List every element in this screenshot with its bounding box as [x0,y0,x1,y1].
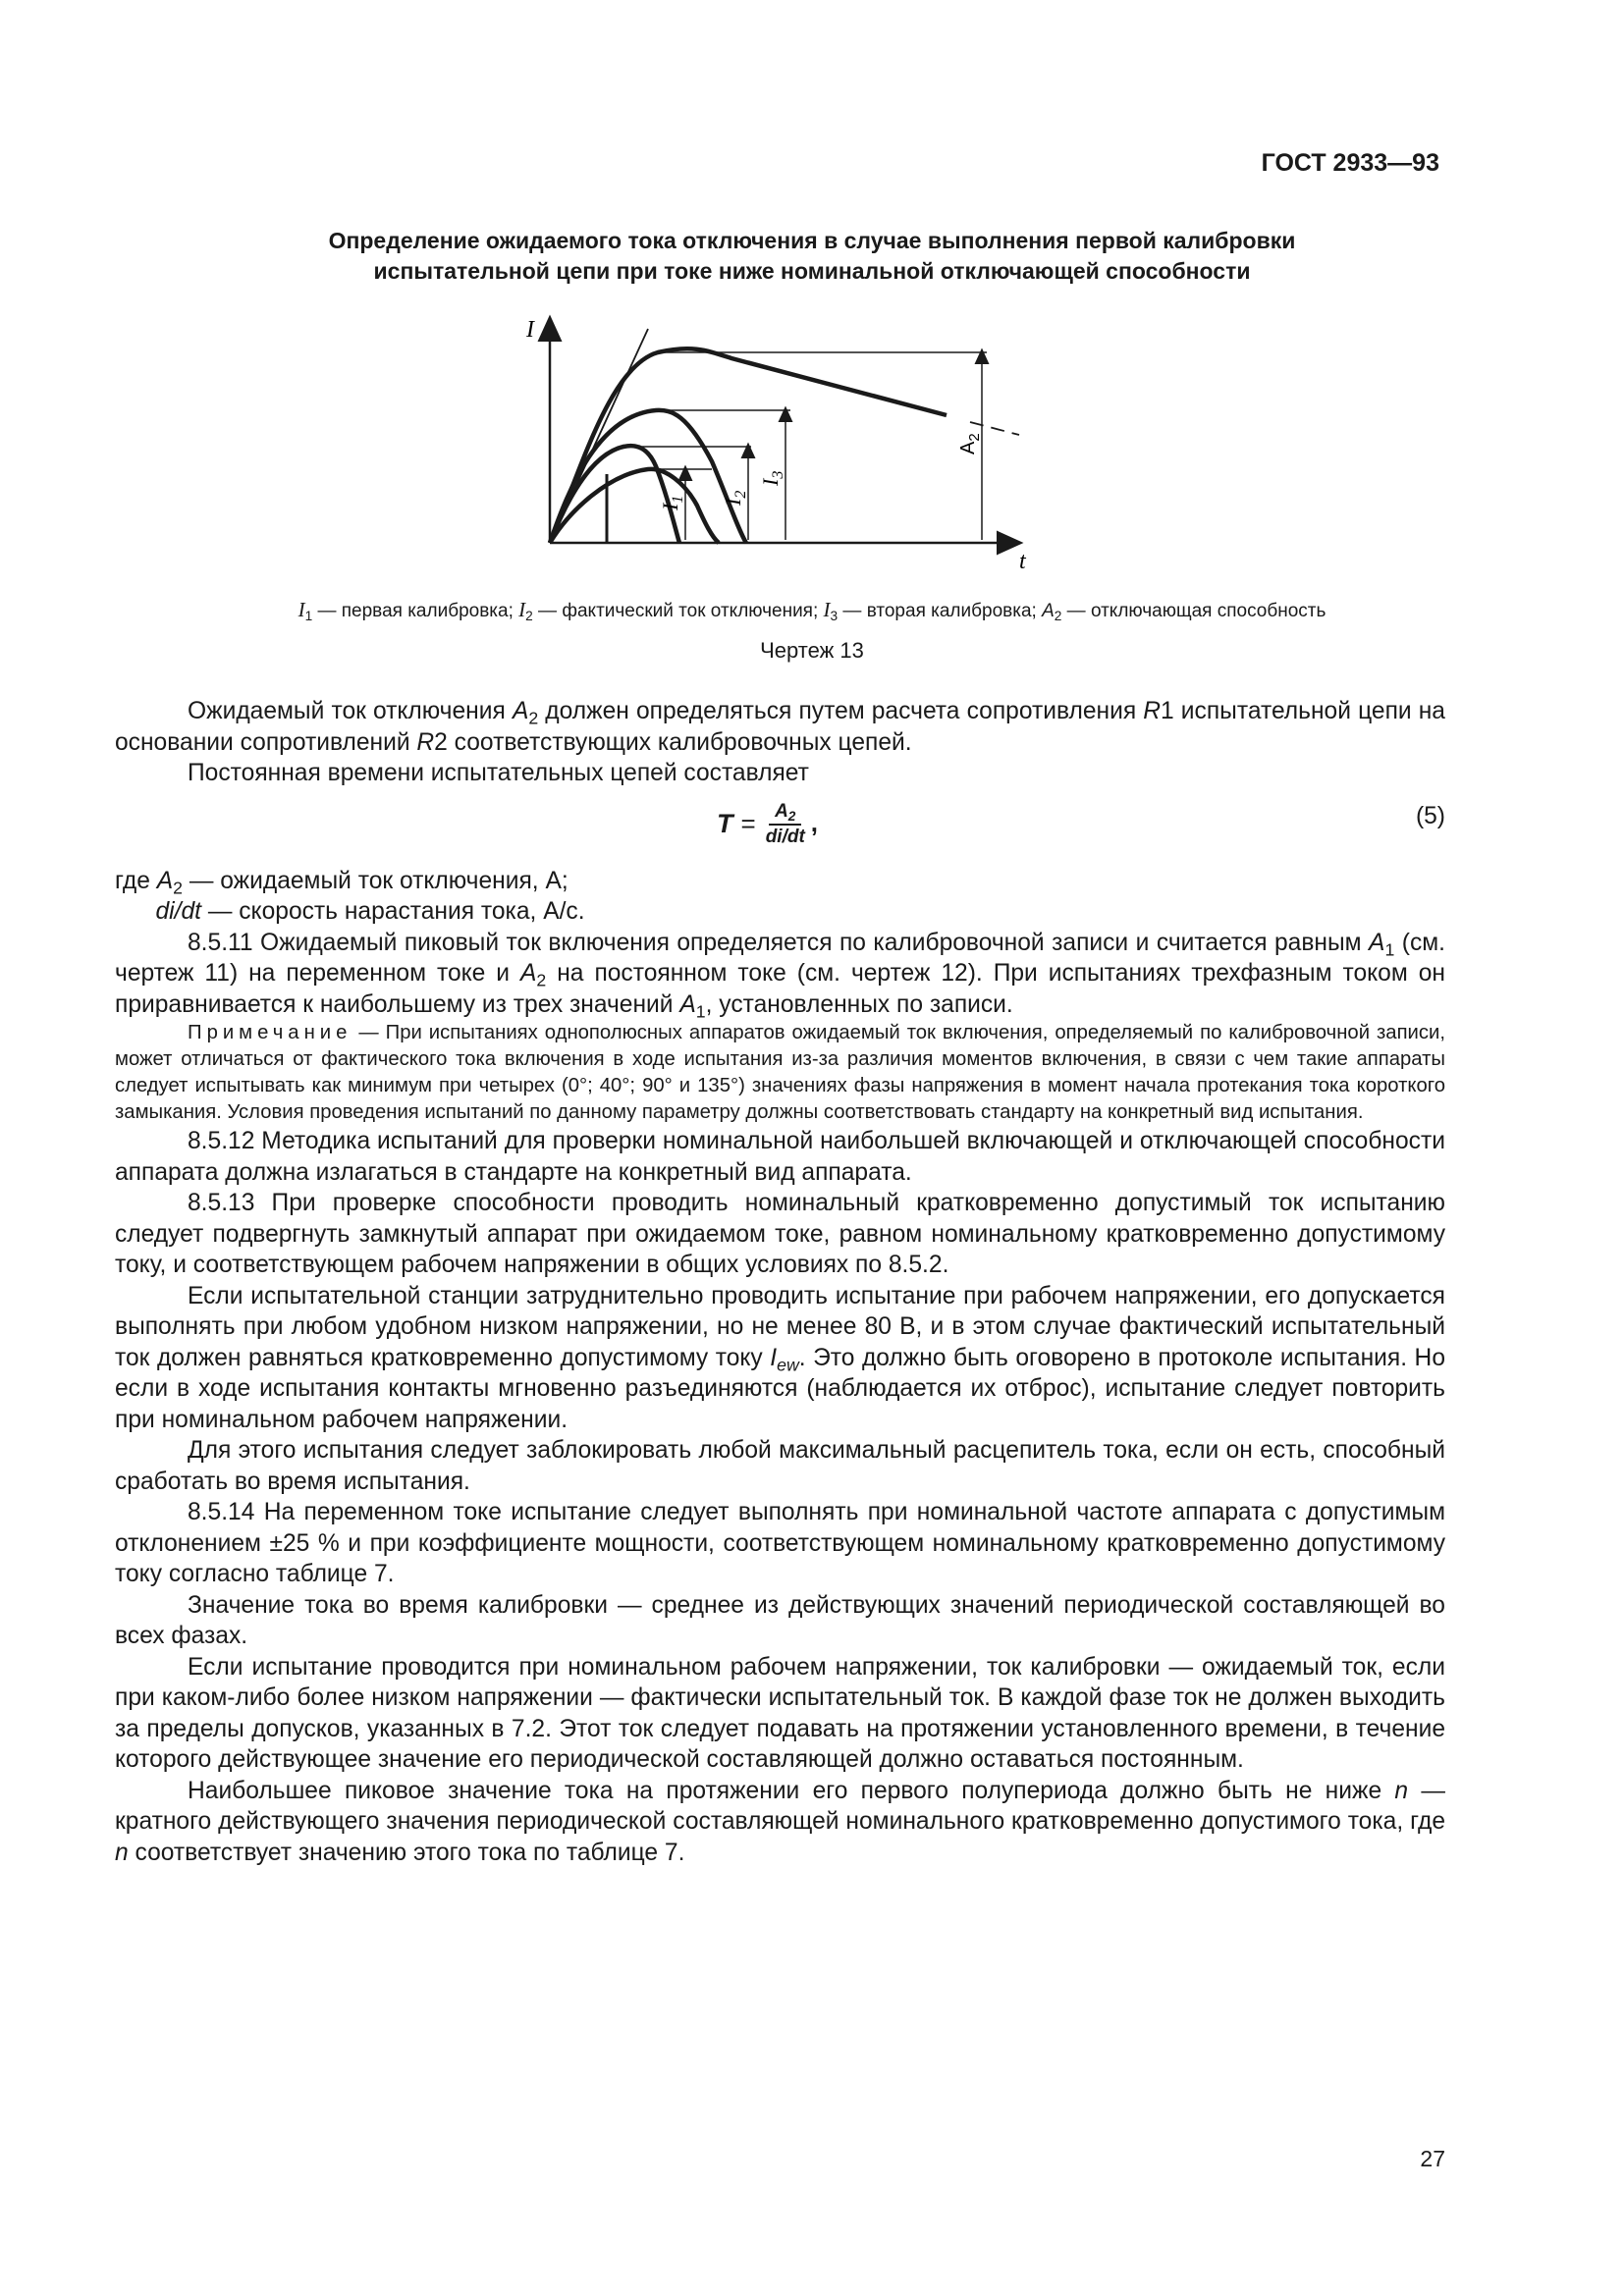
paragraph-8-5-13: 8.5.13 При проверке способности проводить номинальный кратковременно допустимый ток испытанию следует подвергнуть замкнутый аппарат при ожидаемом токе, равном номинальному кратковременно допустимому току, и соответствующем рабочем напряжении в общих условиях по 8.5.2. [115,1190,1445,1278]
figure-title-line-1: Определение ожидаемого тока отключения в случае выполнения первой калибровки [328,228,1296,253]
formula-comma: , [810,808,819,837]
p6-text-a: Если испытательной станции затруднительно проводить испытание при рабочем напряжении, его допускается выполнять при любом удобном низком напряжении, но не менее 80 В, и в этом случае фактический испытательный ток должен равняться кратковременно допустимому току [115,1282,1445,1371]
legend-a2-symbol: A [1042,601,1055,621]
label-a2-main: A [957,441,979,454]
page-number: 27 [1420,2146,1445,2171]
label-a2 [957,433,983,454]
p1-r2: R [416,728,435,756]
legend-i3-sub: 3 [830,609,839,624]
paragraph-8-5-14: 8.5.14 На переменном токе испытание следует выполнять при номинальной частоте аппарата с допустимым отклонением ±25 % и при коэффициенте мощности, соответствующем номинальному кратковременно допустимому току согласно таблице 7. [115,1499,1445,1587]
where1-text: — ожидаемый ток отключения, А; [183,867,568,894]
legend-a2-sub: 2 [1054,609,1062,624]
p3-text-c: на постоянном токе (см. чертеж 12). При испытаниях трехфазным током он приравнивается к наибольшему из трех значений [115,960,1445,1018]
p3-text-d: , установленных по записи. [705,990,1013,1018]
formula-row [115,793,1445,858]
y-axis-label: I [526,317,534,343]
legend-i2-symbol: I [518,598,526,621]
doc-code-header: ГОСТ 2933—93 [1261,149,1439,177]
legend-i1-text: — первая калибровка; [312,601,519,621]
label-i2-sub: 2 [732,490,749,499]
where-line-1 [115,866,1445,897]
legend-i3-text: — вторая калибровка; [838,601,1043,621]
paragraph-calibration-value: Значение тока во время калибровки — среднее из действующих значений периодической составляющей во всех фазах. [115,1591,1445,1649]
formula-num-symbol: A [775,800,788,822]
where-line-2 [115,896,1445,928]
paragraph-rated-voltage: Если испытание проводится при номинальном рабочем напряжении, ток калибровки — ожидаемый ток, если при каком-либо более низком напряжении — фактически испытательный ток. В каждой фазе ток не должен выходить за пределы допусков, указанных в 7.2. Этот ток следует подавать на протяжении установленного времени, в течение которого действующее значение его периодической составляющей должно оставаться постоянным. [115,1653,1445,1773]
where1-sub: 2 [173,877,183,897]
formula-denominator: di/dt [765,826,805,847]
p1-text-b: должен определяться путем расчета сопротивления [538,698,1144,724]
figure-caption: Чертеж 13 [760,638,864,663]
note-label: Примечание [188,1022,352,1043]
p3-symbol-1: A [1369,929,1385,956]
paragraph-release-block: Для этого испытания следует заблокировать любой максимальный расцепитель тока, если он есть, способный сработать во время испытания. [115,1437,1445,1495]
p3-text-a: 8.5.11 Ожидаемый пиковый ток включения определяется по калибровочной записи и считается равным [188,929,1370,956]
p1-symbol: A [512,698,529,724]
paragraph-2: Постоянная времени испытательных цепей составляет [188,760,809,786]
paragraph-1 [115,696,1445,758]
where2-text: — скорость нарастания тока, А/с. [201,898,585,925]
p3-text-b: (см. чертеж 11) на переменном токе и [115,929,1445,987]
x-axis-label: t [1019,549,1026,574]
figure-title-line-2: испытательной цепи при токе ниже номинальной отключающей способности [373,258,1251,284]
formula-lhs: T [717,809,733,839]
p3-symbol-2-sub: 2 [536,970,547,990]
p11-n-1: n [1394,1777,1409,1804]
label-i2-main: I [721,498,745,506]
p1-r1: R [1143,698,1162,724]
label-i3-main: I [758,478,783,486]
p6-symbol-sub: ew [777,1354,799,1374]
label-i3-sub: 3 [770,470,786,479]
legend-i3-symbol: I [823,598,831,621]
legend-i1-sub: 1 [304,609,313,624]
p11-text-b: — кратного действующего значения периодической составляющей номинального кратковременно допустимого тока, где [115,1777,1445,1835]
p3-symbol-3: A [679,990,696,1018]
formula-number: (5) [1415,802,1445,829]
formula-5 [717,801,818,849]
body-text [115,696,1445,1868]
figure-legend [157,597,1467,624]
where1-symbol: A [156,867,174,894]
p3-symbol-2: A [520,960,537,987]
p3-symbol-1-sub: 1 [1384,938,1395,959]
label-i1-sub: 1 [670,495,686,504]
extrapolation-line [970,422,1019,435]
paragraph-8-5-11 [115,928,1445,1021]
p1-text-c: 1 испытательной цепи на основании сопротивлений [115,698,1445,756]
legend-i2-sub: 2 [525,609,533,624]
paragraph-peak-value [115,1776,1445,1869]
p6-symbol: I [770,1344,778,1371]
curve-i3 [550,410,746,543]
where-word: где [115,867,157,894]
label-i1-main: I [658,503,682,510]
p11-n-2: n [115,1839,129,1866]
calibration-diagram [511,309,1041,584]
label-i3 [758,471,786,487]
legend-i2-text: — фактический ток отключения; [532,601,824,621]
where2-symbol: di/dt [155,898,201,925]
formula-num-sub: 2 [787,808,796,824]
p3-symbol-3-sub: 1 [695,1000,706,1021]
formula-fraction [762,801,809,849]
p1-symbol-sub: 2 [528,708,539,728]
p6-text-b: . Это должно быть оговорено в протоколе испытания. Но если в ходе испытания контакты мгновенно разъединяются (наблюдается их отброс), испытание следует повторить при номинальном рабочем напряжении. [115,1344,1445,1433]
formula-numerator [769,801,801,826]
label-i1 [658,496,686,511]
p11-text-a: Наибольшее пиковое значение тока на протяжении его первого полупериода должно быть не ниже [188,1777,1395,1804]
paragraph-8-5-12: 8.5.12 Методика испытаний для проверки номинальной наибольшей включающей и отключающей способности аппарата должна излагаться в стандарте на конкретный вид аппарата. [115,1128,1445,1186]
p11-text-c: соответствует значению этого тока по таблице 7. [128,1839,685,1866]
paragraph-low-voltage [115,1281,1445,1436]
formula-equals: = [740,809,756,839]
note-text: — При испытаниях однополюсных аппаратов ожидаемый ток включения, определяемый по калибровочной записи, может отличаться от фактического тока включения в ходе испытания из-за различия моментов включения, в связи с чем такие аппараты следует испытывать как минимум при четырех (0°; 40°; 90° и 135°) значениях фазы напряжения в момент начала протекания тока короткого замыкания. Условия проведения испытаний по данному параметру должны соответствовать стандарту на конкретный вид испытания. [115,1022,1445,1123]
note [115,1020,1445,1126]
legend-a2-text: — отключающая способность [1061,601,1326,621]
label-a2-sub: 2 [966,433,983,442]
p1-text-d: 2 соответствующих калибровочных цепей. [434,728,912,756]
legend-i1-symbol: I [298,598,305,621]
p1-text-a: Ожидаемый ток отключения [188,698,513,724]
figure-title [157,226,1467,287]
